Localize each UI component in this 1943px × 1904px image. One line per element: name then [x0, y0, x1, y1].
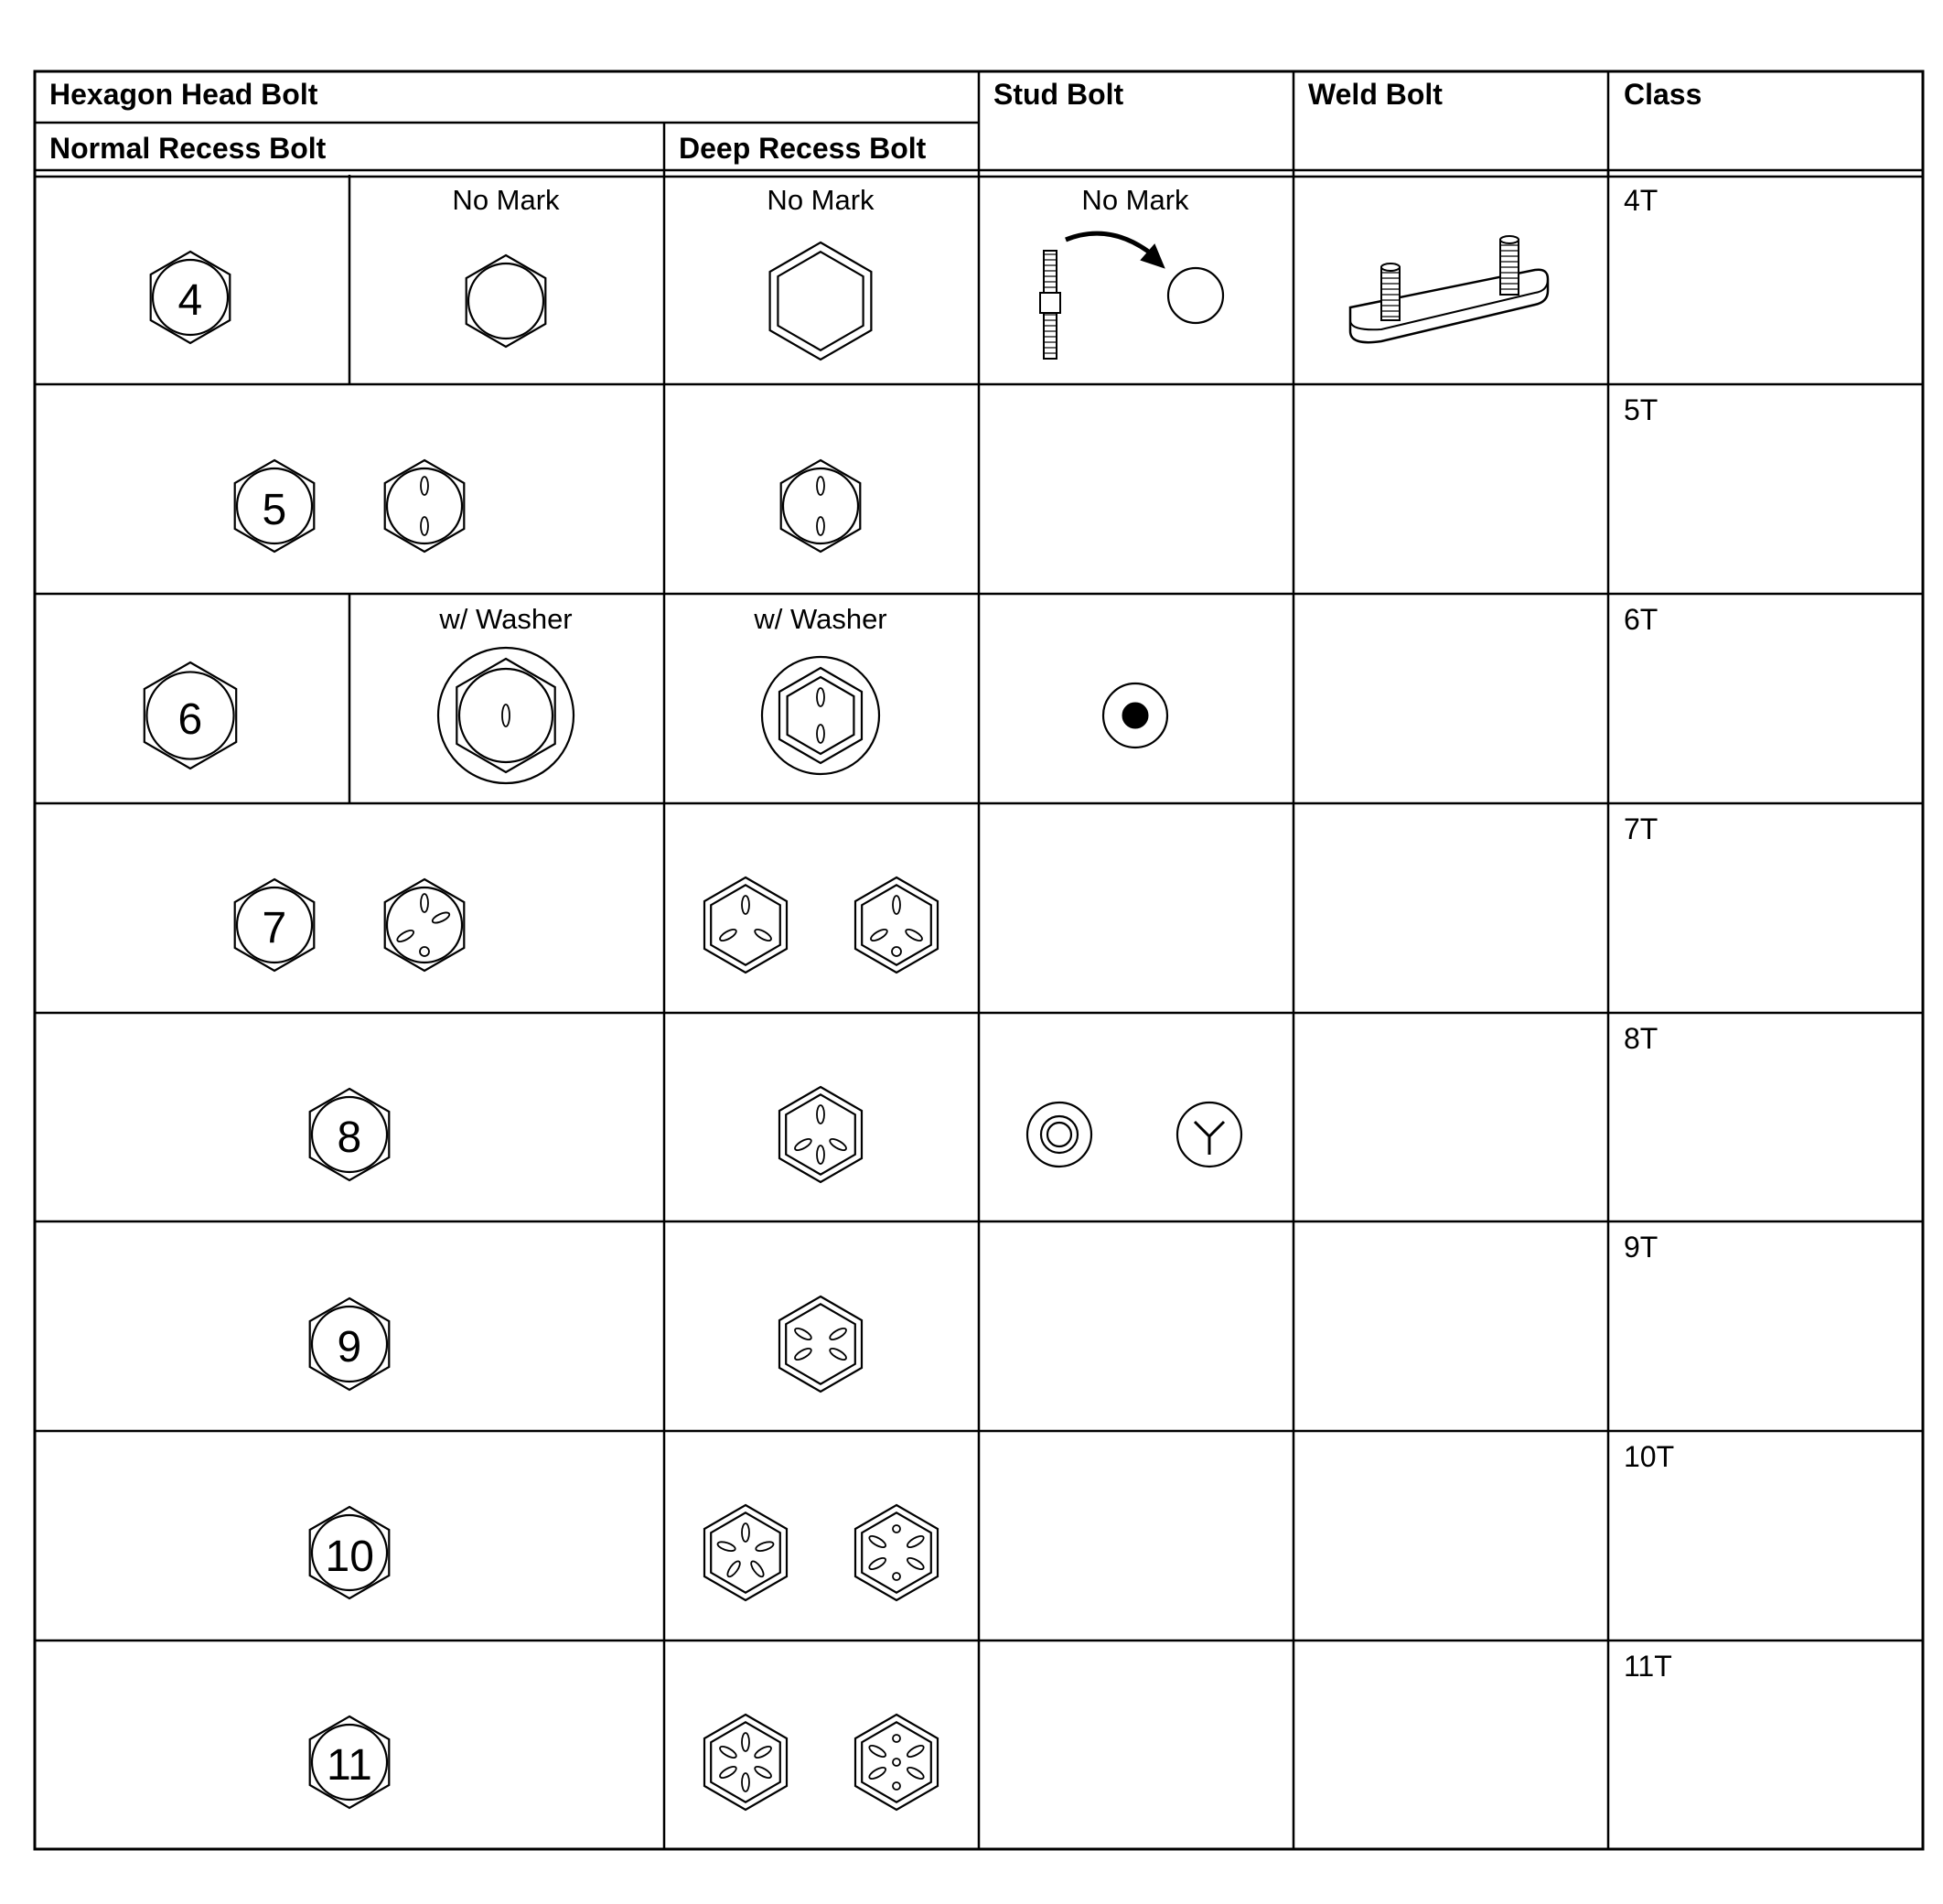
header-stud-bolt: Stud Bolt: [993, 78, 1124, 111]
protrusion-mark: [396, 929, 415, 944]
protrusion-dot: [420, 947, 429, 956]
protrusion-mark: [868, 1534, 887, 1550]
head-mark-number: 8: [337, 1113, 362, 1162]
header-hexagon-head-bolt: Hexagon Head Bolt: [49, 78, 318, 111]
protrusion-mark: [868, 1556, 887, 1572]
recess-circle: [387, 887, 462, 963]
protrusion-dot: [893, 1573, 900, 1580]
protrusion-mark: [817, 1105, 824, 1124]
protrusion-mark: [718, 1765, 737, 1780]
deep-hex-outer: [704, 877, 787, 973]
protrusion-mark: [502, 705, 510, 726]
protrusion-mark: [755, 1540, 774, 1553]
recess-hex-head: [467, 255, 546, 347]
deep-hex-inner: [711, 1722, 780, 1802]
note-no-mark-normal: No Mark: [452, 184, 560, 216]
protrusion-mark: [716, 1540, 735, 1553]
protrusion-mark: [817, 688, 824, 706]
deep-hex-outer: [855, 1505, 938, 1600]
recess-hex-head: [781, 460, 861, 552]
protrusion-mark: [793, 1347, 812, 1362]
class-label: 11T: [1624, 1650, 1672, 1683]
note-no-mark-stud: No Mark: [1081, 184, 1189, 216]
stud-bolt-icon: [1040, 233, 1164, 359]
class-label: 10T: [1624, 1440, 1675, 1473]
stud-dot: [1122, 703, 1148, 728]
protrusion-mark: [904, 928, 923, 943]
protrusion-mark: [742, 1523, 749, 1542]
protrusion-mark: [753, 1765, 772, 1780]
protrusion-mark: [869, 928, 888, 943]
protrusion-mark: [718, 928, 737, 943]
protrusion-mark: [868, 1766, 887, 1781]
class-label: 9T: [1624, 1231, 1659, 1264]
head-mark-number: 10: [325, 1533, 374, 1581]
note-with-washer-normal: w/ Washer: [439, 603, 573, 635]
protrusion-mark: [421, 894, 428, 912]
protrusion-mark: [749, 1559, 766, 1578]
head-mark-number: 6: [177, 695, 203, 744]
protrusion-dot: [893, 1759, 900, 1766]
protrusion-mark: [725, 1559, 742, 1578]
deep-hex-outer: [770, 242, 872, 360]
weld-bolt-icon: [1350, 236, 1548, 342]
protrusion-mark: [753, 928, 772, 943]
weld-stud: [1381, 267, 1400, 320]
y-mark-icon: [1195, 1122, 1224, 1155]
hex-head: [456, 659, 554, 772]
stud-end-circle: [1027, 1103, 1091, 1167]
head-circle: [459, 669, 553, 762]
deep-hex-inner: [786, 1094, 855, 1174]
protrusion-mark: [742, 1773, 749, 1791]
protrusion-mark: [421, 477, 428, 495]
protrusion-mark: [742, 896, 749, 914]
deep-hex-inner: [786, 1304, 855, 1383]
protrusion-mark: [906, 1744, 925, 1759]
weld-stud-top: [1500, 236, 1519, 243]
header-deep-recess-bolt: Deep Recess Bolt: [679, 132, 927, 165]
protrusion-mark: [817, 725, 824, 743]
protrusion-mark: [718, 1745, 737, 1760]
recess-circle: [468, 264, 543, 339]
protrusion-mark: [793, 1137, 812, 1153]
deep-hex-inner: [862, 885, 931, 964]
protrusion-dot: [893, 1525, 900, 1533]
deep-hex-inner: [778, 252, 863, 350]
head-mark-number: 4: [177, 276, 203, 325]
protrusion-dot: [893, 1735, 900, 1742]
protrusion-mark: [817, 1146, 824, 1164]
head-mark-number: 5: [262, 486, 287, 534]
class-label: 5T: [1624, 393, 1659, 426]
class-label: 6T: [1624, 603, 1659, 636]
protrusion-mark: [906, 1766, 925, 1781]
header-class: Class: [1624, 78, 1702, 111]
head-mark-number: 9: [337, 1323, 362, 1372]
deep-hex-inner: [711, 885, 780, 964]
deep-hex-outer: [704, 1715, 787, 1810]
protrusion-mark: [828, 1137, 847, 1153]
protrusion-mark: [817, 477, 824, 495]
protrusion-mark: [893, 896, 900, 914]
ring-groove-inner: [1047, 1123, 1071, 1146]
deep-hex-outer: [855, 877, 938, 973]
protrusion-mark: [906, 1556, 925, 1572]
head-mark-number: 7: [262, 904, 287, 952]
weld-stud-top: [1381, 264, 1400, 271]
stud-end-circle: [1168, 268, 1223, 323]
recess-hex-head: [385, 460, 465, 552]
protrusion-dot: [893, 1782, 900, 1790]
y-mark: [1195, 1122, 1224, 1155]
deep-hex-outer: [779, 1087, 862, 1182]
protrusion-mark: [906, 1534, 925, 1550]
deep-hex-outer: [704, 1505, 787, 1600]
recess-circle: [387, 468, 462, 543]
protrusion-mark: [868, 1744, 887, 1759]
protrusion-dot: [892, 947, 901, 956]
head-mark-number: 11: [327, 1741, 372, 1790]
deep-hex-outer: [855, 1715, 938, 1810]
protrusion-mark: [828, 1347, 847, 1362]
protrusion-mark: [753, 1745, 772, 1760]
deep-hex-inner: [711, 1512, 780, 1592]
protrusion-mark: [817, 517, 824, 535]
note-no-mark-deep: No Mark: [767, 184, 875, 216]
deep-hex-outer: [779, 668, 862, 763]
class-label: 7T: [1624, 812, 1659, 845]
recess-hex-head: [385, 879, 465, 971]
header-weld-bolt: Weld Bolt: [1308, 78, 1443, 111]
protrusion-mark: [828, 1327, 847, 1342]
protrusion-mark: [421, 517, 428, 535]
protrusion-mark: [793, 1327, 812, 1342]
header-normal-recess-bolt: Normal Recess Bolt: [49, 132, 327, 165]
class-label: 8T: [1624, 1022, 1659, 1055]
recess-circle: [783, 468, 858, 543]
note-with-washer-deep: w/ Washer: [754, 603, 887, 635]
protrusion-mark: [742, 1733, 749, 1751]
class-label: 4T: [1624, 184, 1659, 217]
stud-collar: [1040, 293, 1060, 313]
protrusion-mark: [431, 910, 451, 925]
arrow-curve: [1066, 233, 1154, 256]
deep-hex-outer: [779, 1296, 862, 1392]
